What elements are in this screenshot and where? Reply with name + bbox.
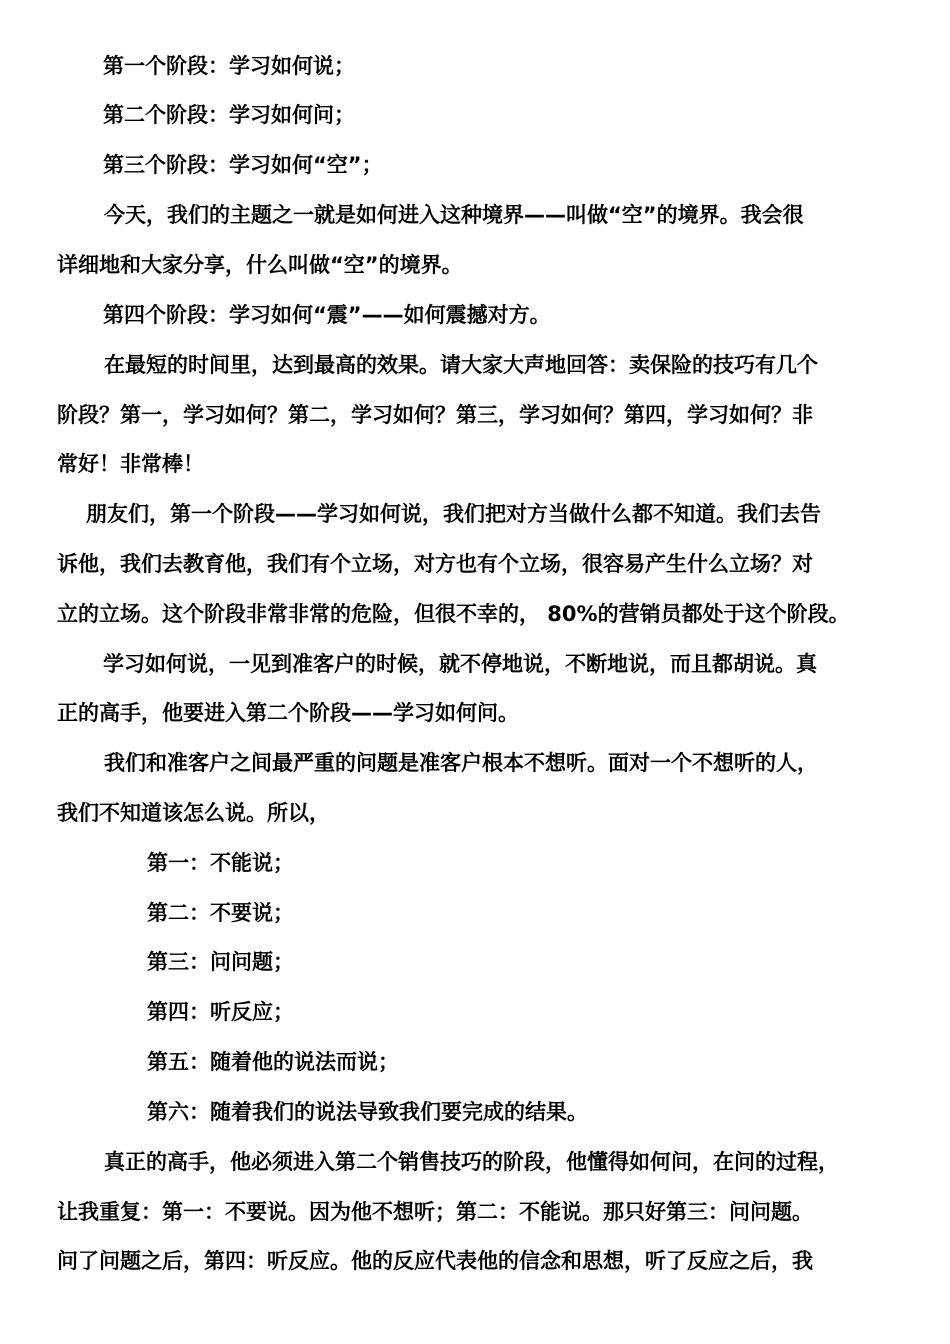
text-line: 今天，我们的主题之一就是如何进入这种境界——叫做“空”的境界。我会很 [104,203,804,227]
text-line: 我们和准客户之间最严重的问题是准客户根本不想听。面对一个不想听的人， [104,751,818,775]
text-line: 第四：听反应； [147,1000,294,1024]
text-line: 学习如何说，一见到准客户的时候，就不停地说，不断地说，而且都胡说。真 [103,652,817,676]
text-line: 第一个阶段：学习如何说； [103,54,355,78]
text-line: 第一：不能说； [147,851,294,875]
text-line: 正的高手，他要进入第二个阶段——学习如何问。 [57,701,519,725]
text-line: 第六：随着我们的说法导致我们要完成的结果。 [147,1100,588,1124]
text-line: 在最短的时间里，达到最高的效果。请大家大声地回答：卖保险的技巧有几个 [104,353,818,377]
text-line: 立的立场。这个阶段非常非常的危险，但很不幸的， 80%的营销员都处于这个阶段。 [57,602,850,626]
text-line: 第二：不要说； [147,901,294,925]
text-line: 我们不知道该怎么说。所以， [57,801,330,825]
text-line: 真正的高手，他必须进入第二个销售技巧的阶段，他懂得如何问，在问的过程， [104,1150,839,1174]
text-line: 问了问题之后，第四：听反应。他的反应代表他的信念和思想，听了反应之后，我 [57,1249,813,1273]
text-line: 阶段？第一，学习如何？第二，学习如何？第三，学习如何？第四，学习如何？非 [57,403,813,427]
text-line: 第五：随着他的说法而说； [147,1050,399,1074]
text-line: 第三：问问题； [147,950,294,974]
text-line: 让我重复：第一：不要说。因为他不想听；第二：不能说。那只好第三：问问题。 [57,1200,813,1224]
text-line: 第四个阶段：学习如何“震”——如何震撼对方。 [103,303,551,327]
text-line: 常好！非常棒！ [57,452,204,476]
text-line: 第三个阶段：学习如何“空”； [103,153,383,177]
text-line: 朋友们，第一个阶段——学习如何说，我们把对方当做什么都不知道。我们去告 [86,502,821,526]
text-line: 第二个阶段：学习如何问； [103,103,355,127]
text-line: 详细地和大家分享，什么叫做“空”的境界。 [57,253,463,277]
text-line: 诉他，我们去教育他，我们有个立场，对方也有个立场，很容易产生什么立场？对 [57,552,813,576]
